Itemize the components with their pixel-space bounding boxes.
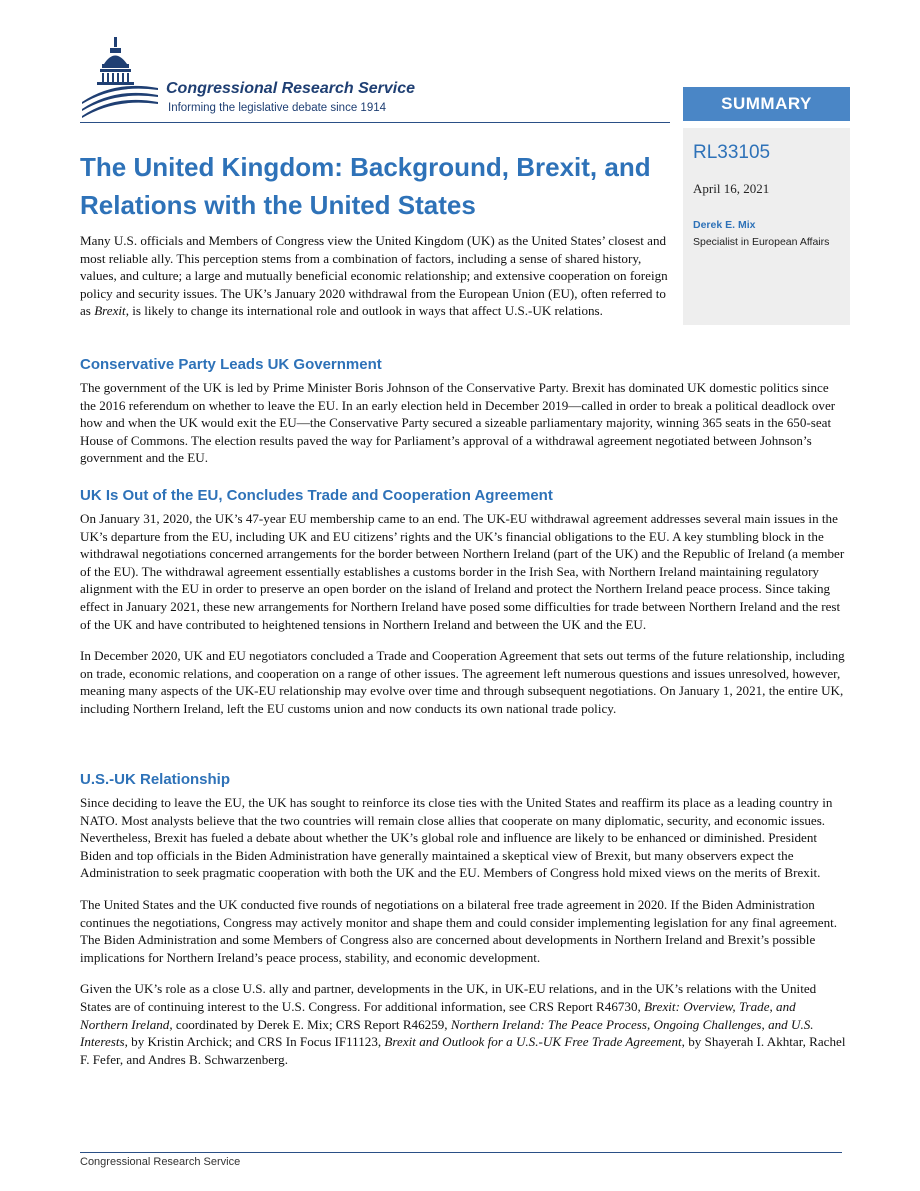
section-paragraph-references [80,980,846,1068]
footer-divider [80,1152,842,1153]
intro-italic: Brexit [94,303,126,319]
footer-text: Congressional Research Service [80,1156,241,1168]
ref-title-brexit: Brexit: Overview, Trade, and Northern Ireland [80,998,796,1032]
section-paragraph: The government of the UK is led by Prime Minister Boris Johnson of the Conservative Party. Brexit has dominated UK domestic politics since the 2016 referendum on whether to leave the EU. In an early election held in December 2019—called in order to break a political deadlock over how and when the UK would exit the EU—the Conservative Party secured a sizeable parliamentary majority, winning 365 seats in the 650-seat House of Commons. The election results paved the way for Parliament’s approval of a withdrawal agreement negotiated between Johnson’s government and the EU. [80,380,836,466]
section-paragraph: On January 31, 2020, the UK’s 47-year EU membership came to an end. The UK-EU withdrawal agreement addresses several main issues in the UK’s departure from the EU, including UK and EU citizens’ rights and the UK’s financial obligations to the EU. A key stumbling block in the withdrawal negotiations concerned arrangements for the border between Northern Ireland (part of the UK) and the Republic of Ireland (a member of the EU). The withdrawal agreement essentially establishes a customs border in the Irish Sea, with Northern Ireland maintaining regulatory alignment with the EU in order to preserve an open border on the island of Ireland and protect the Northern Ireland peace process. Since taking effect in January 2021, these new arrangements for Northern Ireland have posed some difficulties for trade between Northern Ireland and the rest of the UK and have contributed to heightened tensions in Northern Ireland and between the UK and the EU. [80,511,845,632]
section-brexit-trade [80,486,846,732]
ref-text: , by Shayerah I. Akhtar, Rachel F. Fefer, and Andres B. Schwarzenberg. [80,1034,846,1067]
section-us-uk-relationship [80,770,846,1082]
section-paragraph: In December 2020, UK and EU negotiators concluded a Trade and Cooperation Agreement that sets out terms of the future relationship, including on trade, economic relations, and cooperation on a range of other issues. The agreement left numerous questions and issues unresolved, however, meaning many aspects of the UK-EU relationship may evolve over time and through subsequent negotiations. On January 1, 2021, the entire UK, including Northern Ireland, left the EU customs union and now conducts its own national trade policy. [80,648,845,716]
intro-text: Many U.S. officials and Members of Congress view the United Kingdom (UK) as the United States’ closest and most reliable ally. This perception stems from a combination of factors, including a sense of shared history, values, and culture; a large and mutually beneficial economic relationship; and extensive cooperation on foreign policy and security issues. The UK’s January 2020 withdrawal from the European Union (EU), often referred to as [80,233,668,319]
ref-text: , coordinated by Derek E. Mix; CRS Report R46259, [169,1016,451,1032]
section-heading: U.S.-UK Relationship [80,771,231,788]
report-date: April 16, 2021 [693,181,770,196]
ref-text: Given the UK’s role as a close U.S. ally and partner, developments in the UK, in UK-EU relations, and in the UK’s relations with the United States are of continuing interest to the U.S. Congress. For additional information, see CRS Report R46730, [80,981,817,1014]
section-paragraph: The United States and the UK conducted five rounds of negotiations on a bilateral free trade agreement in 2020. If the Biden Administration continues the negotiations, Congress may actively monitor and shape them and could consider implementing legislation for any final agreement. The Biden Administration and some Members of Congress also are concerned about developments in Northern Ireland and Brexit’s possible implications for Northern Ireland’s peace process, stability, and economic development. [80,896,838,965]
intro-paragraph [80,232,670,320]
section-paragraph: Since deciding to leave the EU, the UK has sought to reinforce its close ties with the United States and reaffirm its place as a leading country in NATO. Most analysts believe that the two countries will remain close allies that cooperate on many diplomatic, security, and economic issues. Nevertheless, Brexit has fueled a debate about whether the UK’s global role and influence are likely to be enhanced or diminished. President Biden and top officials in the Biden Administration have generally maintained a skeptical view of Brexit, but many observers expect the Administration to seek pragmatic cooperation with both the UK and the EU. Members of Congress hold mixed views on the merits of Brexit. [80,795,833,881]
org-tagline: Informing the legislative debate since 1914 [168,102,387,114]
ref-text: , by Kristin Archick; and CRS In Focus IF11123, [124,1034,385,1050]
section-heading: UK Is Out of the EU, Concludes Trade and Cooperation Agreement [80,487,553,504]
crs-logo [80,34,480,124]
summary-tab: SUMMARY [683,87,850,121]
author-name: Derek E. Mix [693,219,756,231]
section-heading: Conservative Party Leads UK Government [80,356,382,373]
org-name: Congressional Research Service [166,80,416,97]
report-number: RL33105 [693,142,771,163]
header-divider [80,122,670,123]
summary-sidebar [683,128,850,325]
section-conservative-party [80,355,846,481]
ref-title-northern-ireland: Northern Ireland: The Peace Process, Ongoing Challenges, and U.S. Interests [80,1016,814,1050]
ref-title-fta: Brexit and Outlook for a U.S.-UK Free Trade Agreement [384,1034,682,1050]
page-title: The United Kingdom: Background, Brexit, and Relations with the United States [80,152,651,220]
intro-text-end: , is likely to change its international role and outlook in ways that affect U.S.-UK relations. [125,303,603,319]
author-title: Specialist in European Affairs [693,236,830,248]
capitol-dome-icon [80,34,160,124]
